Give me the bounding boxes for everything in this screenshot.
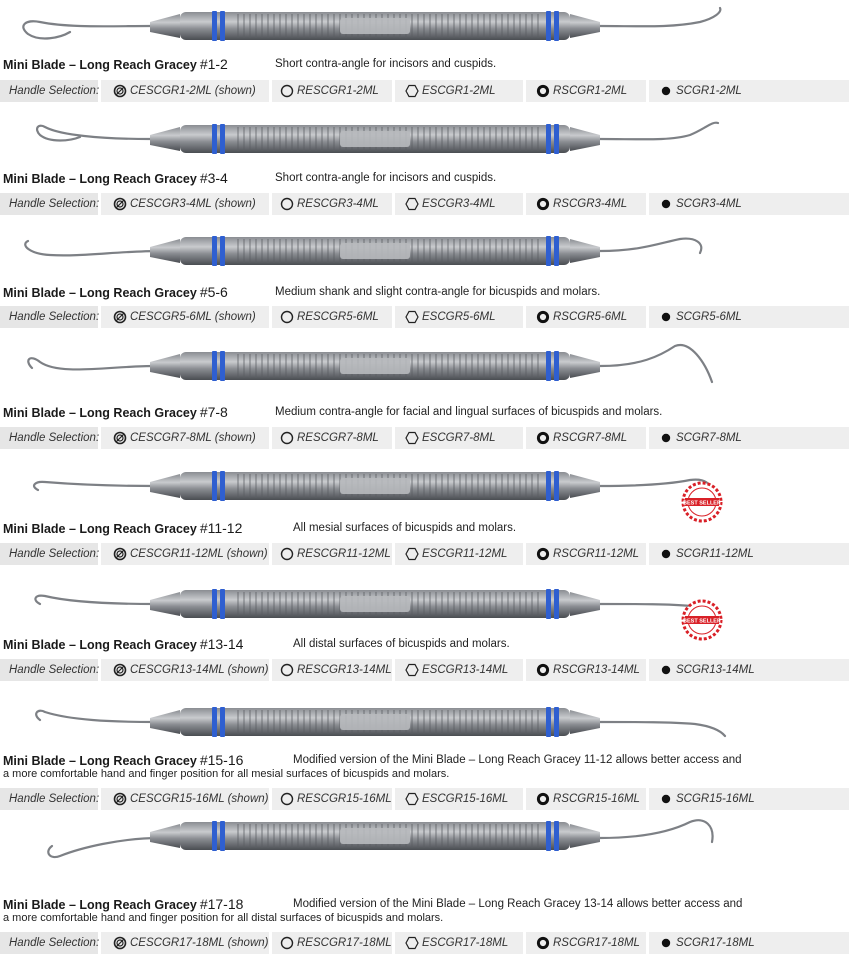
handle-option-code: SCGR17-18ML (676, 937, 755, 949)
handle-option[interactable] (395, 932, 523, 954)
ring-outline-double-icon (113, 936, 127, 950)
instrument-number: #3-4 (199, 170, 228, 186)
handle-option[interactable] (101, 80, 269, 102)
instrument-name: Mini Blade – Long Reach Gracey (3, 898, 197, 912)
instrument-description-continued: a more comfortable hand and finger position for all distal surfaces of bicuspids and molars. (3, 912, 444, 924)
instrument-title (3, 753, 742, 768)
handle-selection-label: Handle Selection: (0, 543, 98, 565)
instrument-title (3, 285, 742, 300)
handle-option-code: ESCGR1-2ML (422, 85, 496, 97)
handle-option-code: CESCGR15-16ML (shown) (130, 793, 269, 805)
handle-selection-label: Handle Selection: (0, 659, 98, 681)
handle-option[interactable] (272, 543, 392, 565)
hexagon-outline-icon (405, 936, 419, 950)
handle-option[interactable] (395, 543, 523, 565)
handle-option-code: SCGR7-8ML (676, 432, 742, 444)
handle-option[interactable] (526, 788, 646, 810)
circle-outline-icon (280, 792, 294, 806)
instrument-number: #7-8 (199, 404, 228, 420)
handle-option[interactable] (395, 193, 523, 215)
hexagon-outline-icon (405, 197, 419, 211)
instrument-title (3, 57, 742, 72)
handle-option-code: RESCGR7-8ML (297, 432, 379, 444)
handle-option-code: RSCGR1-2ML (553, 85, 628, 97)
handle-option[interactable] (526, 659, 646, 681)
instrument-title (3, 637, 742, 652)
instrument-name: Mini Blade – Long Reach Gracey (3, 58, 197, 72)
handle-option-code: SCGR1-2ML (676, 85, 742, 97)
hexagon-outline-icon (405, 547, 419, 561)
handle-option[interactable] (526, 193, 646, 215)
instrument-number: #1-2 (199, 56, 228, 72)
instrument-description: Medium shank and slight contra-angle for bicuspids and molars. (275, 286, 601, 298)
handle-option[interactable] (649, 788, 849, 810)
instrument-description: Short contra-angle for incisors and cuspids. (275, 172, 497, 184)
instrument-title (3, 171, 742, 186)
handle-option[interactable] (395, 659, 523, 681)
handle-option[interactable] (101, 427, 269, 449)
filled-dot-icon (659, 663, 673, 677)
instrument-title (3, 897, 742, 912)
circle-thick-ring-icon (536, 663, 550, 677)
handle-option[interactable] (526, 80, 646, 102)
instrument-illustration (0, 698, 742, 750)
handle-option[interactable] (649, 659, 849, 681)
handle-selection-row (0, 306, 742, 328)
hexagon-outline-icon (405, 792, 419, 806)
handle-selection-label: Handle Selection: (0, 932, 98, 954)
handle-selection-row (0, 788, 755, 810)
circle-outline-icon (280, 663, 294, 677)
circle-outline-icon (280, 84, 294, 98)
instrument-title (3, 521, 742, 536)
instrument-description: Short contra-angle for incisors and cuspids. (275, 58, 497, 70)
instrument-name: Mini Blade – Long Reach Gracey (3, 286, 197, 300)
handle-option-code: RESCGR5-6ML (297, 311, 379, 323)
handle-option-code: SCGR3-4ML (676, 198, 742, 210)
circle-thick-ring-icon (536, 197, 550, 211)
circle-thick-ring-icon (536, 84, 550, 98)
handle-option-code: CESCGR1-2ML (shown) (130, 85, 256, 97)
instrument-illustration (0, 227, 742, 279)
handle-option[interactable] (649, 543, 849, 565)
instrument-description-continued: a more comfortable hand and finger position for all mesial surfaces of bicuspids and molars. (3, 768, 450, 780)
handle-option-code: SCGR15-16ML (676, 793, 755, 805)
handle-option[interactable] (649, 80, 849, 102)
handle-option[interactable] (101, 306, 269, 328)
handle-option[interactable] (272, 788, 392, 810)
circle-thick-ring-icon (536, 431, 550, 445)
circle-outline-icon (280, 547, 294, 561)
handle-option[interactable] (272, 932, 392, 954)
circle-outline-icon (280, 197, 294, 211)
ring-outline-double-icon (113, 663, 127, 677)
handle-selection-label: Handle Selection: (0, 80, 98, 102)
handle-option[interactable] (272, 427, 392, 449)
handle-selection-label: Handle Selection: (0, 788, 98, 810)
handle-option[interactable] (101, 659, 269, 681)
handle-option[interactable] (526, 306, 646, 328)
hexagon-outline-icon (405, 310, 419, 324)
handle-option-code: ESCGR17-18ML (422, 937, 509, 949)
instrument-illustration (0, 462, 742, 514)
filled-dot-icon (659, 547, 673, 561)
hexagon-outline-icon (405, 431, 419, 445)
instrument-title (3, 405, 742, 420)
handle-selection-row (0, 427, 742, 449)
ring-outline-double-icon (113, 197, 127, 211)
handle-option[interactable] (101, 543, 269, 565)
handle-option-code: ESCGR15-16ML (422, 793, 509, 805)
circle-outline-icon (280, 936, 294, 950)
handle-selection-label: Handle Selection: (0, 427, 98, 449)
instrument-name: Mini Blade – Long Reach Gracey (3, 522, 197, 536)
ring-outline-double-icon (113, 431, 127, 445)
handle-option-code: RESCGR15-16ML (297, 793, 392, 805)
instrument-image (0, 342, 742, 394)
instrument-name: Mini Blade – Long Reach Gracey (3, 172, 197, 186)
handle-option-code: CESCGR13-14ML (shown) (130, 664, 269, 676)
circle-outline-icon (280, 431, 294, 445)
circle-thick-ring-icon (536, 792, 550, 806)
badge-label: BEST SELLER (683, 618, 721, 625)
handle-option-code: RSCGR13-14ML (553, 664, 640, 676)
instrument-image (0, 580, 742, 632)
circle-thick-ring-icon (536, 936, 550, 950)
handle-option-code: RSCGR15-16ML (553, 793, 640, 805)
hexagon-outline-icon (405, 84, 419, 98)
handle-option-code: RSCGR11-12ML (553, 548, 640, 560)
filled-dot-icon (659, 936, 673, 950)
instrument-image (0, 462, 742, 514)
circle-thick-ring-icon (536, 310, 550, 324)
best-seller-badge (680, 480, 724, 524)
instrument-image (0, 227, 742, 279)
filled-dot-icon (659, 197, 673, 211)
handle-option[interactable] (526, 427, 646, 449)
handle-option[interactable] (101, 788, 269, 810)
handle-option[interactable] (395, 306, 523, 328)
handle-option[interactable] (526, 543, 646, 565)
handle-option[interactable] (395, 788, 523, 810)
handle-option-code: ESCGR7-8ML (422, 432, 496, 444)
instrument-illustration (0, 342, 742, 394)
handle-option-code: RESCGR3-4ML (297, 198, 379, 210)
instrument-name: Mini Blade – Long Reach Gracey (3, 406, 197, 420)
handle-option-code: RSCGR17-18ML (553, 937, 640, 949)
handle-option-code: CESCGR7-8ML (shown) (130, 432, 256, 444)
handle-selection-row (0, 932, 755, 954)
handle-option-code: RSCGR3-4ML (553, 198, 628, 210)
instrument-description: All distal surfaces of bicuspids and molars. (293, 638, 510, 650)
handle-option[interactable] (649, 193, 849, 215)
filled-dot-icon (659, 310, 673, 324)
instrument-description: Modified version of the Mini Blade – Long Reach Gracey 13-14 allows better access and (293, 898, 743, 910)
ring-outline-double-icon (113, 310, 127, 324)
handle-option[interactable] (395, 80, 523, 102)
instrument-description: All mesial surfaces of bicuspids and molars. (293, 522, 517, 534)
instrument-number: #11-12 (199, 520, 243, 536)
instrument-name: Mini Blade – Long Reach Gracey (3, 754, 197, 768)
ring-outline-double-icon (113, 792, 127, 806)
instrument-image (0, 698, 742, 750)
handle-option[interactable] (272, 80, 392, 102)
instrument-illustration (0, 115, 742, 167)
instrument-illustration (0, 2, 742, 54)
handle-option-code: CESCGR3-4ML (shown) (130, 198, 256, 210)
instrument-image (0, 115, 742, 167)
instrument-number: #15-16 (199, 752, 244, 768)
handle-selection-row (0, 80, 742, 102)
instrument-illustration (0, 812, 742, 864)
instrument-name: Mini Blade – Long Reach Gracey (3, 638, 197, 652)
handle-option[interactable] (272, 659, 392, 681)
handle-selection-row (0, 659, 755, 681)
circle-thick-ring-icon (536, 547, 550, 561)
handle-option-code: SCGR11-12ML (676, 548, 754, 560)
handle-option-code: RSCGR5-6ML (553, 311, 628, 323)
filled-dot-icon (659, 431, 673, 445)
instrument-illustration (0, 580, 742, 632)
instrument-number: #5-6 (199, 284, 228, 300)
instrument-number: #17-18 (199, 896, 244, 912)
handle-option[interactable] (272, 306, 392, 328)
instrument-description: Medium contra-angle for facial and lingual surfaces of bicuspids and molars. (275, 406, 663, 418)
handle-option-code: SCGR13-14ML (676, 664, 755, 676)
handle-selection-label: Handle Selection: (0, 193, 98, 215)
instrument-number: #13-14 (199, 636, 244, 652)
handle-option[interactable] (272, 193, 392, 215)
handle-option[interactable] (395, 427, 523, 449)
handle-option-code: RESCGR11-12ML (297, 548, 391, 560)
handle-selection-row (0, 543, 754, 565)
handle-option[interactable] (101, 193, 269, 215)
circle-outline-icon (280, 310, 294, 324)
handle-selection-row (0, 193, 742, 215)
ring-outline-double-icon (113, 84, 127, 98)
handle-option-code: ESCGR13-14ML (422, 664, 509, 676)
badge-label: BEST SELLER (683, 500, 721, 507)
handle-option-code: CESCGR17-18ML (shown) (130, 937, 269, 949)
handle-option-code: RESCGR17-18ML (297, 937, 392, 949)
filled-dot-icon (659, 84, 673, 98)
handle-option-code: ESCGR5-6ML (422, 311, 496, 323)
handle-option[interactable] (526, 932, 646, 954)
handle-option[interactable] (649, 427, 849, 449)
handle-option-code: ESCGR3-4ML (422, 198, 496, 210)
ring-outline-double-icon (113, 547, 127, 561)
handle-option-code: ESCGR11-12ML (422, 548, 508, 560)
handle-option[interactable] (649, 932, 849, 954)
handle-option[interactable] (101, 932, 269, 954)
handle-option-code: RESCGR1-2ML (297, 85, 379, 97)
handle-option-code: CESCGR11-12ML (shown) (130, 548, 268, 560)
handle-option[interactable] (649, 306, 849, 328)
handle-option-code: RSCGR7-8ML (553, 432, 628, 444)
handle-option-code: SCGR5-6ML (676, 311, 742, 323)
filled-dot-icon (659, 792, 673, 806)
hexagon-outline-icon (405, 663, 419, 677)
instrument-description: Modified version of the Mini Blade – Long Reach Gracey 11-12 allows better access and (293, 754, 742, 766)
handle-option-code: RESCGR13-14ML (297, 664, 392, 676)
instrument-image (0, 2, 742, 54)
instrument-image (0, 812, 742, 864)
best-seller-badge (680, 598, 724, 642)
handle-option-code: CESCGR5-6ML (shown) (130, 311, 256, 323)
handle-selection-label: Handle Selection: (0, 306, 98, 328)
